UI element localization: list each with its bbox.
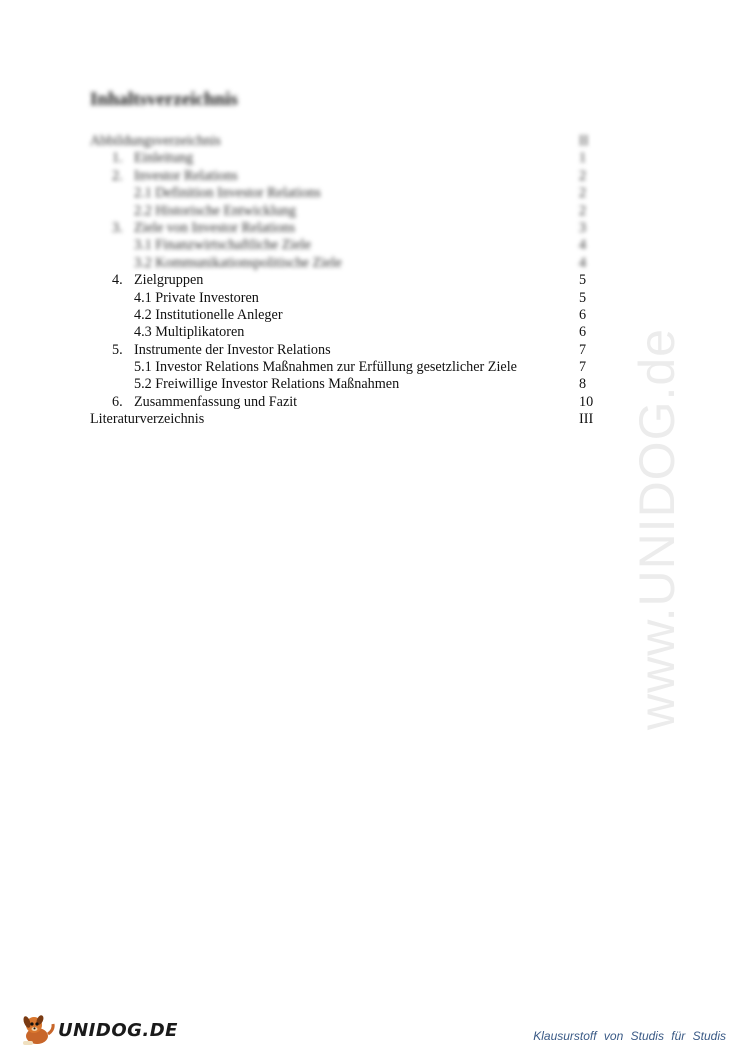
- toc-entry: [90, 185, 600, 202]
- toc-entry-page: 5: [579, 289, 587, 306]
- toc-entry-label: [134, 290, 259, 307]
- toc-entry-label: [134, 376, 399, 393]
- toc-entry-number: 1.: [112, 150, 123, 167]
- toc-entry: [90, 237, 600, 254]
- toc-entry-title: Zielgruppen: [134, 272, 204, 289]
- toc-entry-label: [112, 342, 331, 359]
- toc-entry-number: 6.: [112, 393, 123, 410]
- toc-entry-title: 4.3 Multiplikatoren: [134, 324, 245, 341]
- toc-entry-page: 4: [579, 237, 587, 254]
- footer-tagline: Klausurstoff von Studis für Studis: [533, 1029, 726, 1043]
- toc-entry-title: Ziele von Investor Relations: [134, 219, 296, 236]
- toc-entry-title: Zusammenfassung und Fazit: [134, 393, 298, 410]
- toc-entry-title: Abbildungsverzeichnis: [90, 133, 221, 149]
- toc-entry-title: Investor Relations: [134, 167, 238, 184]
- toc-entry: [90, 272, 600, 289]
- toc-entry-label: [134, 203, 296, 220]
- toc-entry-number: 4.: [112, 272, 123, 289]
- toc-entry: [90, 220, 600, 237]
- toc-entry-page: 2: [579, 185, 587, 202]
- toc-entry-page: 8: [579, 376, 587, 393]
- toc-entry: [90, 324, 600, 341]
- toc-entry-title: 3.1 Finanzwirtschaftliche Ziele: [134, 237, 311, 254]
- toc-entry-page: 3: [579, 219, 587, 236]
- toc-entry-page: 7: [579, 359, 587, 376]
- toc-entry: [90, 394, 600, 411]
- toc-entry-number: 3.: [112, 219, 123, 236]
- toc-entry-label: [134, 359, 517, 376]
- toc-entry-page: 1: [579, 150, 587, 167]
- unidog-logo: [20, 1010, 178, 1050]
- toc-entry-label: [112, 272, 203, 289]
- toc-entry-title: 2.2 Historische Entwicklung: [134, 202, 296, 219]
- toc-entry-number: 5.: [112, 341, 123, 358]
- toc-entry: [90, 133, 600, 150]
- toc-entry-page: 6: [579, 306, 587, 323]
- dog-mascot-icon: [20, 1012, 56, 1048]
- toc-entry-label: [134, 237, 311, 254]
- toc-entry-page: 4: [579, 254, 587, 271]
- toc-entry-title: Literaturverzeichnis: [90, 411, 205, 428]
- toc-entry-label: [134, 255, 342, 272]
- toc-entry-page: 5: [579, 272, 587, 289]
- toc-entry-number: 2.: [112, 167, 123, 184]
- toc-entry: [90, 203, 600, 220]
- toc-entry-title: 5.1 Investor Relations Maßnahmen zur Erfüllung gesetzlicher Ziele: [134, 359, 517, 376]
- toc-entry-page: II: [579, 133, 589, 149]
- toc-entry: [90, 290, 600, 307]
- logo-wordmark: UNIDOG.DE: [58, 1019, 178, 1041]
- toc-entry: [90, 359, 600, 376]
- toc-entry: [90, 168, 600, 185]
- toc-entry-label: [112, 220, 295, 237]
- toc-entry: [90, 307, 600, 324]
- toc-entry-title: 4.2 Institutionelle Anleger: [134, 306, 283, 323]
- toc-entry-label: [90, 133, 221, 150]
- toc-entry: [90, 255, 600, 272]
- toc-entry-title: 2.1 Definition Investor Relations: [134, 185, 321, 202]
- watermark: www.UNIDOG.de: [629, 328, 685, 730]
- toc-entry-page: 2: [579, 202, 587, 219]
- toc-entry-label: [134, 185, 321, 202]
- toc-entry-label: [134, 324, 244, 341]
- toc-entry: [90, 342, 600, 359]
- toc-entry-title: 5.2 Freiwillige Investor Relations Maßnahmen: [134, 376, 400, 393]
- page-title: Inhaltsverzeichnis: [90, 89, 238, 110]
- table-of-contents: [90, 133, 600, 429]
- toc-entry-title: Instrumente der Investor Relations: [134, 341, 331, 358]
- toc-entry: [90, 411, 600, 428]
- toc-entry-title: Einleitung: [134, 150, 194, 167]
- toc-entry-label: [112, 150, 193, 167]
- toc-entry-title: 4.1 Private Investoren: [134, 289, 259, 306]
- toc-entry-label: [90, 411, 204, 428]
- toc-entry: [90, 376, 600, 393]
- toc-entry-page: 7: [579, 341, 587, 358]
- toc-entry-page: III: [579, 411, 594, 428]
- toc-entry-label: [134, 307, 283, 324]
- toc-entry-page: 6: [579, 324, 587, 341]
- toc-entry: [90, 150, 600, 167]
- toc-entry-page: 10: [579, 393, 594, 410]
- toc-entry-label: [112, 394, 297, 411]
- toc-entry-page: 2: [579, 167, 587, 184]
- toc-entry-label: [112, 168, 238, 185]
- toc-entry-title: 3.2 Kommunikationspolitische Ziele: [134, 254, 342, 271]
